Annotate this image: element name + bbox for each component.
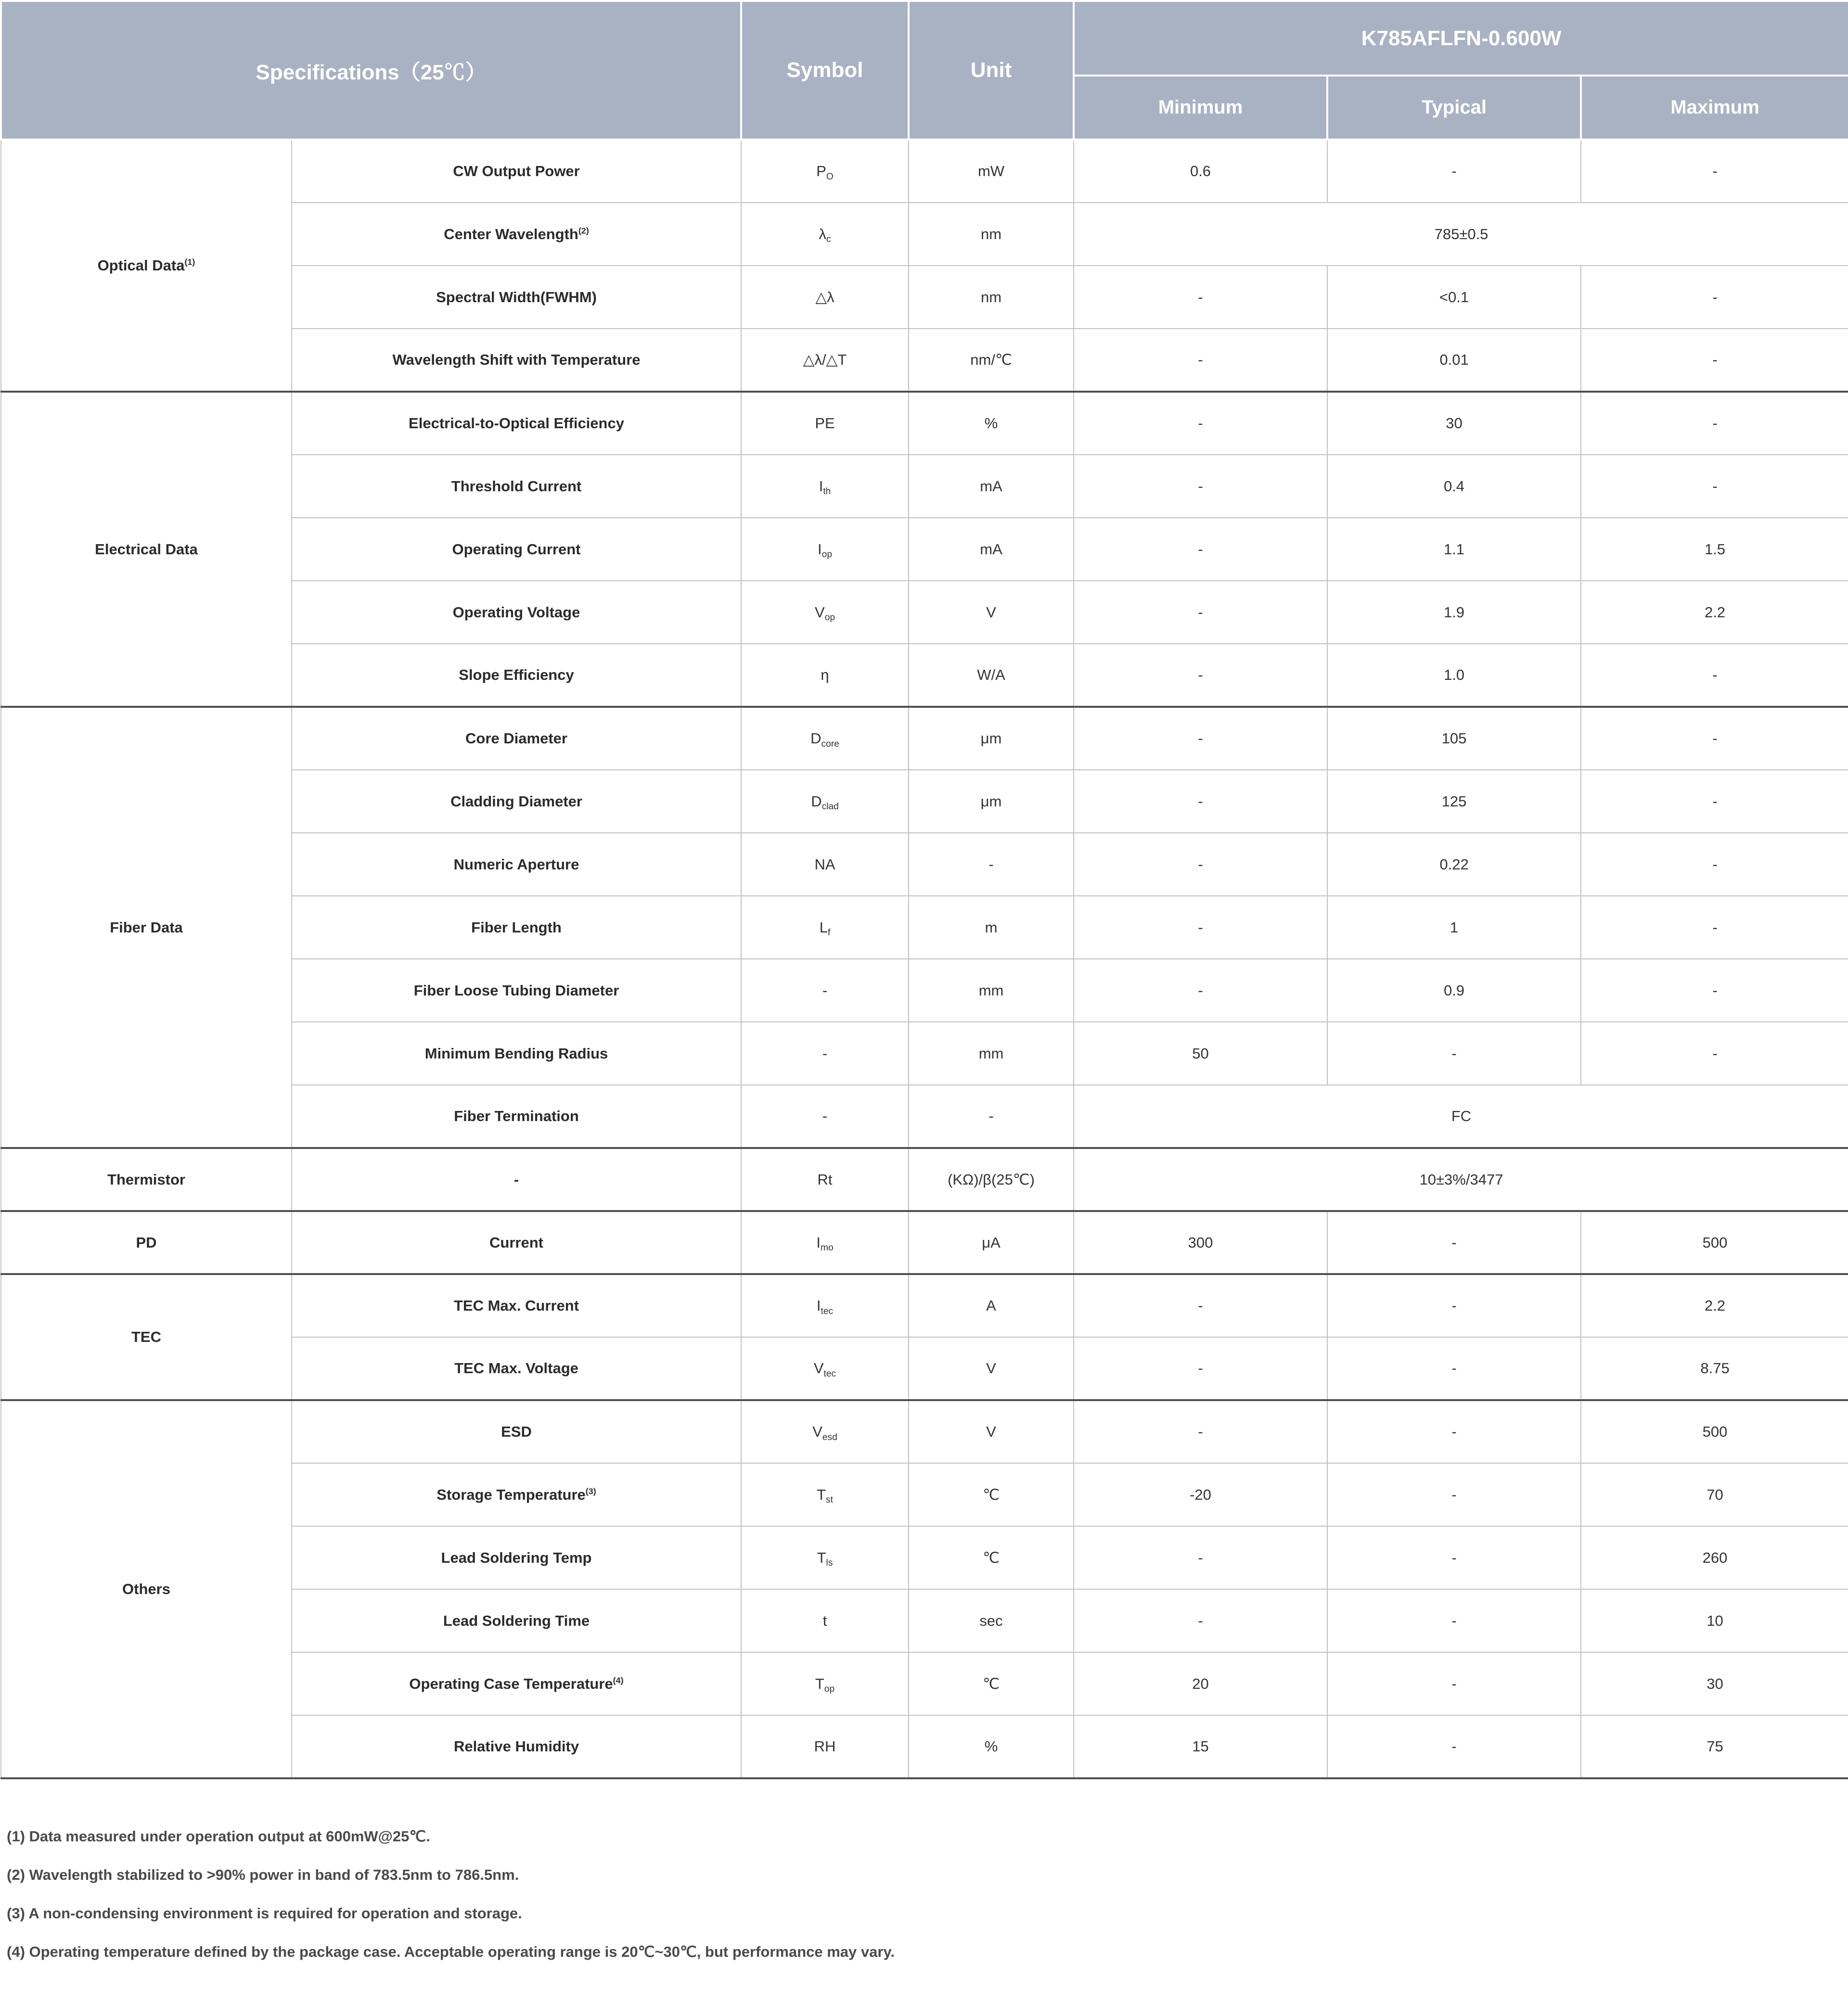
unit-cell: V <box>909 1337 1074 1400</box>
typical-header: Typical <box>1327 76 1581 140</box>
symbol-cell: $V_{esd}$ <box>741 1400 909 1463</box>
max-cell: 2.2 <box>1581 1274 1848 1337</box>
typ-cell: 125 <box>1327 770 1581 833</box>
unit-cell: mm <box>909 959 1074 1022</box>
spec-row <box>1 1211 1848 1274</box>
min-cell: - <box>1074 1274 1327 1337</box>
spec-table-header <box>1 1 1848 140</box>
param-cell: Storage Temperature$^{(3)}$ <box>292 1463 741 1526</box>
typ-cell: 0.4 <box>1327 455 1581 518</box>
symbol-cell: RH <box>741 1715 909 1778</box>
param-cell: Minimum Bending Radius <box>292 1022 741 1085</box>
footnote-2: (2) Wavelength stabilized to >90% power in band of 783.5nm to 786.5nm. <box>7 1866 519 1884</box>
footnotes <box>7 1828 1787 1982</box>
symbol-subscript: esd <box>822 1432 837 1442</box>
max-cell: - <box>1581 959 1848 1022</box>
unit-cell: μm <box>909 707 1074 770</box>
footnote-4: (4) Operating temperature defined by the package case. Acceptable operating range is 20℃~30℃, but performance may vary. <box>7 1943 895 1961</box>
category-cell: Fiber Data <box>1 707 292 1148</box>
min-cell: - <box>1074 1526 1327 1589</box>
min-cell: - <box>1074 518 1327 581</box>
footnote-3: (3) A non-condensing environment is required for operation and storage. <box>7 1905 522 1922</box>
param-footnote-ref: (2) <box>578 226 589 236</box>
symbol-cell: t <box>741 1589 909 1652</box>
min-cell: - <box>1074 770 1327 833</box>
spec-table-body <box>1 140 1848 1778</box>
symbol-subscript: O <box>826 171 834 182</box>
unit-cell: % <box>909 1715 1074 1778</box>
category-cell: Optical Data$^{(1)}$ <box>1 140 292 392</box>
param-cell: TEC Max. Voltage <box>292 1337 741 1400</box>
max-cell: 500 <box>1581 1400 1848 1463</box>
category-cell: Electrical Data <box>1 392 292 707</box>
max-cell: 260 <box>1581 1526 1848 1589</box>
maximum-header: Maximum <box>1581 76 1848 140</box>
typ-cell: - <box>1327 140 1581 203</box>
param-footnote-ref: (3) <box>585 1486 596 1496</box>
unit-cell: W/A <box>909 644 1074 707</box>
symbol-subscript: ls <box>826 1558 833 1569</box>
max-cell: 30 <box>1581 1652 1848 1715</box>
unit-cell: nm/℃ <box>909 329 1074 392</box>
min-cell: - <box>1074 959 1327 1022</box>
max-cell: - <box>1581 896 1848 959</box>
spec-row <box>1 707 1848 770</box>
min-cell: - <box>1074 455 1327 518</box>
max-cell: 2.2 <box>1581 581 1848 644</box>
category-cell: Thermistor <box>1 1148 292 1211</box>
min-cell: -20 <box>1074 1463 1327 1526</box>
specifications-header: Specifications（25℃） <box>1 1 741 140</box>
spec-row <box>1 1274 1848 1337</box>
max-cell: - <box>1581 455 1848 518</box>
unit-cell: μA <box>909 1211 1074 1274</box>
min-cell: - <box>1074 266 1327 329</box>
span-value-cell: 10±3%/3477 <box>1074 1148 1848 1211</box>
typ-cell: - <box>1327 1652 1581 1715</box>
min-cell: - <box>1074 392 1327 455</box>
min-cell: - <box>1074 1589 1327 1652</box>
symbol-cell: $D_{clad}$ <box>741 770 909 833</box>
max-cell: 70 <box>1581 1463 1848 1526</box>
typ-cell: - <box>1327 1274 1581 1337</box>
symbol-cell: $I_{op}$ <box>741 518 909 581</box>
symbol-cell: $T_{st}$ <box>741 1463 909 1526</box>
min-cell: - <box>1074 833 1327 896</box>
typ-cell: 0.9 <box>1327 959 1581 1022</box>
max-cell: - <box>1581 707 1848 770</box>
symbol-subscript: op <box>821 549 833 560</box>
typ-cell: - <box>1327 1463 1581 1526</box>
typ-cell: 1.0 <box>1327 644 1581 707</box>
max-cell: 10 <box>1581 1589 1848 1652</box>
spec-row <box>1 140 1848 203</box>
unit-cell: mW <box>909 140 1074 203</box>
min-cell: - <box>1074 581 1327 644</box>
symbol-cell: PE <box>741 392 909 455</box>
symbol-cell: η <box>741 644 909 707</box>
symbol-cell: $T_{ls}$ <box>741 1526 909 1589</box>
typ-cell: 0.01 <box>1327 329 1581 392</box>
max-cell: - <box>1581 392 1848 455</box>
category-cell: Others <box>1 1400 292 1778</box>
param-cell: Electrical-to-Optical Efficiency <box>292 392 741 455</box>
param-cell: Slope Efficiency <box>292 644 741 707</box>
param-cell: Fiber Termination <box>292 1085 741 1148</box>
symbol-cell: NA <box>741 833 909 896</box>
symbol-cell: △λ/△T <box>741 329 909 392</box>
unit-cell: - <box>909 1085 1074 1148</box>
param-cell: Wavelength Shift with Temperature <box>292 329 741 392</box>
span-value-cell: 785±0.5 <box>1074 203 1848 266</box>
symbol-subscript: clad <box>821 802 839 812</box>
unit-cell: mm <box>909 1022 1074 1085</box>
param-cell: Center Wavelength$^{(2)}$ <box>292 203 741 266</box>
unit-cell: ℃ <box>909 1652 1074 1715</box>
symbol-subscript: tec <box>821 1306 834 1316</box>
param-cell: Numeric Aperture <box>292 833 741 896</box>
param-cell: Relative Humidity <box>292 1715 741 1778</box>
symbol-cell: Rt <box>741 1148 909 1211</box>
param-cell: Operating Voltage <box>292 581 741 644</box>
typ-cell: - <box>1327 1211 1581 1274</box>
param-cell: Operating Current <box>292 518 741 581</box>
unit-cell: ℃ <box>909 1526 1074 1589</box>
param-cell: ESD <box>292 1400 741 1463</box>
unit-cell: mA <box>909 455 1074 518</box>
unit-cell: μm <box>909 770 1074 833</box>
category-cell: TEC <box>1 1274 292 1400</box>
min-cell: - <box>1074 1400 1327 1463</box>
min-cell: 300 <box>1074 1211 1327 1274</box>
max-cell: 1.5 <box>1581 518 1848 581</box>
symbol-cell: △λ <box>741 266 909 329</box>
category-footnote-ref: (1) <box>184 257 195 267</box>
symbol-subscript: mo <box>820 1243 834 1253</box>
min-cell: - <box>1074 644 1327 707</box>
param-cell: Current <box>292 1211 741 1274</box>
max-cell: - <box>1581 329 1848 392</box>
max-cell: - <box>1581 140 1848 203</box>
unit-cell: V <box>909 581 1074 644</box>
symbol-subscript: op <box>824 612 835 623</box>
symbol-cell: $I_{th}$ <box>741 455 909 518</box>
symbol-subscript: c <box>826 234 831 245</box>
param-cell: Threshold Current <box>292 455 741 518</box>
param-cell: Lead Soldering Temp <box>292 1526 741 1589</box>
symbol-cell: $I_{tec}$ <box>741 1274 909 1337</box>
typ-cell: - <box>1327 1715 1581 1778</box>
symbol-cell: $I_{mo}$ <box>741 1211 909 1274</box>
symbol-subscript: core <box>821 739 839 749</box>
max-cell: - <box>1581 1022 1848 1085</box>
max-cell: - <box>1581 644 1848 707</box>
unit-cell: mA <box>909 518 1074 581</box>
symbol-cell: $P_O$ <box>741 140 909 203</box>
min-cell: 0.6 <box>1074 140 1327 203</box>
symbol-header: Symbol <box>741 1 909 140</box>
unit-cell: A <box>909 1274 1074 1337</box>
min-cell: - <box>1074 896 1327 959</box>
typ-cell: - <box>1327 1589 1581 1652</box>
symbol-cell: $D_{core}$ <box>741 707 909 770</box>
param-cell: Core Diameter <box>292 707 741 770</box>
typ-cell: - <box>1327 1337 1581 1400</box>
typ-cell: - <box>1327 1022 1581 1085</box>
min-cell: 20 <box>1074 1652 1327 1715</box>
unit-cell: nm <box>909 266 1074 329</box>
max-cell: - <box>1581 833 1848 896</box>
symbol-subscript: th <box>823 486 831 497</box>
max-cell: 500 <box>1581 1211 1848 1274</box>
param-cell: Lead Soldering Time <box>292 1589 741 1652</box>
max-cell: - <box>1581 266 1848 329</box>
typ-cell: 1.1 <box>1327 518 1581 581</box>
span-value-cell: FC <box>1074 1085 1848 1148</box>
minimum-header: Minimum <box>1074 76 1327 140</box>
typ-cell: - <box>1327 1400 1581 1463</box>
symbol-cell: $V_{op}$ <box>741 581 909 644</box>
typ-cell: 1 <box>1327 896 1581 959</box>
param-cell: Operating Case Temperature$^{(4)}$ <box>292 1652 741 1715</box>
min-cell: 15 <box>1074 1715 1327 1778</box>
max-cell: - <box>1581 770 1848 833</box>
param-cell: Spectral Width(FWHM) <box>292 266 741 329</box>
unit-header: Unit <box>909 1 1074 140</box>
category-cell: PD <box>1 1211 292 1274</box>
symbol-subscript: op <box>824 1684 835 1695</box>
max-cell: 75 <box>1581 1715 1848 1778</box>
min-cell: - <box>1074 329 1327 392</box>
min-cell: - <box>1074 1337 1327 1400</box>
symbol-cell: $\lambda_c$ <box>741 203 909 266</box>
max-cell: 8.75 <box>1581 1337 1848 1400</box>
spec-row <box>1 1148 1848 1211</box>
param-cell: - <box>292 1148 741 1211</box>
typ-cell: 0.22 <box>1327 833 1581 896</box>
unit-cell: % <box>909 392 1074 455</box>
typ-cell: 1.9 <box>1327 581 1581 644</box>
typ-cell: - <box>1327 1526 1581 1589</box>
typ-cell: <0.1 <box>1327 266 1581 329</box>
symbol-cell: $L_f$ <box>741 896 909 959</box>
param-cell: Fiber Loose Tubing Diameter <box>292 959 741 1022</box>
spec-row <box>1 392 1848 455</box>
symbol-subscript: f <box>827 928 831 938</box>
param-cell: CW Output Power <box>292 140 741 203</box>
unit-cell: V <box>909 1400 1074 1463</box>
symbol-cell: $T_{op}$ <box>741 1652 909 1715</box>
symbol-cell: - <box>741 959 909 1022</box>
product-header: K785AFLFN-0.600W <box>1074 1 1848 76</box>
symbol-cell: $V_{tec}$ <box>741 1337 909 1400</box>
min-cell: 50 <box>1074 1022 1327 1085</box>
param-cell: Cladding Diameter <box>292 770 741 833</box>
symbol-cell: - <box>741 1085 909 1148</box>
unit-cell: (KΩ)/β(25℃) <box>909 1148 1074 1211</box>
min-cell: - <box>1074 707 1327 770</box>
unit-cell: ℃ <box>909 1463 1074 1526</box>
unit-cell: m <box>909 896 1074 959</box>
unit-cell: - <box>909 833 1074 896</box>
unit-cell: nm <box>909 203 1074 266</box>
footnote-1: (1) Data measured under operation output at 600mW@25℃. <box>7 1828 430 1845</box>
typ-cell: 105 <box>1327 707 1581 770</box>
symbol-cell: - <box>741 1022 909 1085</box>
symbol-subscript: tec <box>823 1368 836 1379</box>
param-cell: Fiber Length <box>292 896 741 959</box>
spec-row <box>1 1400 1848 1463</box>
param-cell: TEC Max. Current <box>292 1274 741 1337</box>
symbol-subscript: st <box>826 1495 833 1505</box>
param-footnote-ref: (4) <box>613 1675 624 1685</box>
typ-cell: 30 <box>1327 392 1581 455</box>
unit-cell: sec <box>909 1589 1074 1652</box>
